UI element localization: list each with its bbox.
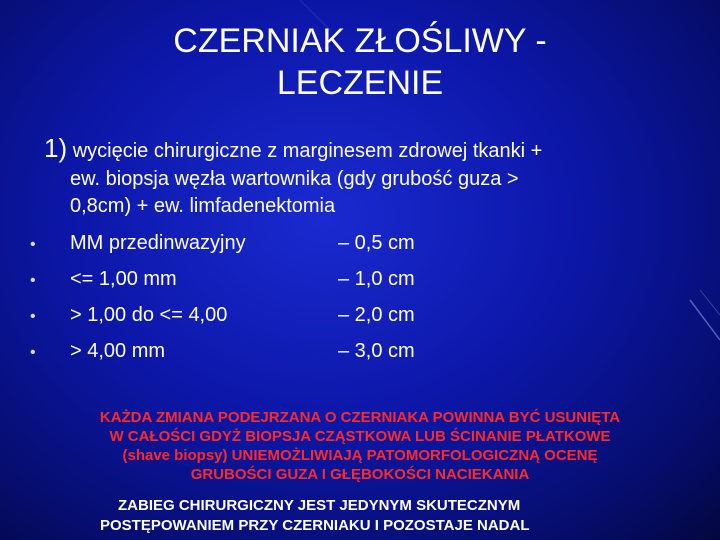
conclusion-line-2: POSTĘPOWANIEM PRZY CZERNIAKU I POZOSTAJE NADAL [100,517,530,534]
list-item-value: – 0,5 cm [338,232,415,254]
list-item-value: – 3,0 cm [338,340,415,362]
point-1-text: wycięcie chirurgiczne z marginesem zdrowej tkanki + [72,140,543,162]
list-item [30,268,670,304]
warning-line-2: W CAŁOŚCI GDYŻ BIOPSJA CZĄSTKOWA LUB ŚCINANIE PŁATKOWE [109,428,611,445]
title-line-1: CZERNIAK ZŁOŚLIWY - [173,22,547,60]
conclusion-text [100,496,640,536]
list-item [30,304,670,340]
bullet-icon: • [30,308,36,325]
warning-line-4: GRUBOŚCI GUZA I GŁĘBOKOŚCI NACIEKANIA [190,466,530,483]
warning-line-1: KAŻDA ZMIANA PODEJRZANA O CZERNIAKA POWINNA BYĆ USUNIĘTA [99,409,621,426]
title-line-2: LECZENIE [276,64,444,102]
list-item-value: – 1,0 cm [338,268,415,290]
list-item [30,340,670,376]
point-1-cont-line-1: ew. biopsja węzła wartownika (gdy grubość guza > [70,168,519,190]
list-item-label: > 4,00 mm [70,340,166,362]
list-item-value: – 2,0 cm [338,304,415,326]
conclusion-line-1: ZABIEG CHIRURGICZNY JEST JEDYNYM SKUTECZNYM [118,497,521,514]
bullet-icon: • [30,344,36,361]
bullet-icon: • [30,272,36,289]
warning-text [30,408,690,484]
warning-line-3: (shave biopsy) UNIEMOŻLIWIAJĄ PATOMORFOLOGICZNĄ OCENĘ [122,447,598,464]
list-item [30,232,670,268]
list-item-label: > 1,00 do <= 4,00 [70,304,228,326]
list-item-label: <= 1,00 mm [70,268,177,290]
bullet-icon: • [30,236,36,253]
point-1-cont-line-2: 0,8cm) + ew. limfadenektomia [70,195,336,217]
point-1 [44,133,684,217]
slide-title [60,20,660,104]
point-1-continuation [70,166,670,220]
list-item-label: MM przedinwazyjny [70,232,246,254]
margin-list [30,232,670,376]
point-1-number: 1) [44,133,68,163]
